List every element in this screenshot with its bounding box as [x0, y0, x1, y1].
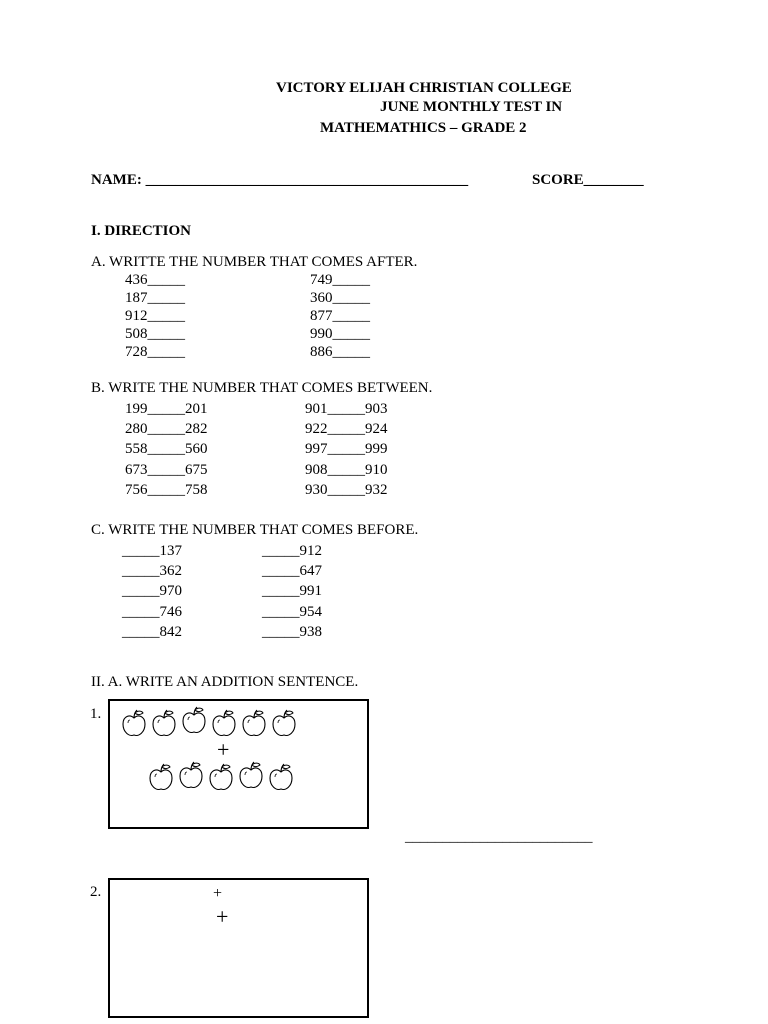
list-item[interactable]: 673_____675 — [125, 462, 208, 478]
list-item[interactable]: 877_____ — [310, 308, 370, 324]
instruction-a: A. WRITTE THE NUMBER THAT COMES AFTER. — [91, 254, 418, 270]
list-item[interactable]: 187_____ — [125, 290, 185, 306]
test-title: JUNE MONTHLY TEST IN — [380, 99, 563, 115]
list-item[interactable]: 280_____282 — [125, 421, 208, 437]
list-item[interactable]: 360_____ — [310, 290, 370, 306]
list-item[interactable]: 728_____ — [125, 344, 185, 360]
apple-icon — [206, 763, 236, 793]
list-item[interactable]: _____746 — [122, 604, 182, 620]
section-2-instruction: II. A. WRITE AN ADDITION SENTENCE. — [91, 674, 359, 690]
apple-icon — [209, 709, 239, 739]
apple-icon — [266, 763, 296, 793]
name-field[interactable]: NAME: ___________________________________________ — [91, 172, 469, 188]
item-2-picture-box — [108, 878, 369, 1018]
apple-icon — [119, 709, 149, 739]
list-item[interactable]: _____362 — [122, 563, 182, 579]
list-item[interactable]: _____912 — [262, 543, 322, 559]
list-item[interactable]: 436_____ — [125, 272, 185, 288]
list-item[interactable]: 756_____758 — [125, 482, 208, 498]
plus-sign-small: + — [213, 885, 223, 902]
item-1-picture-box — [108, 699, 369, 829]
plus-sign: + — [217, 737, 230, 762]
list-item[interactable]: 558_____560 — [125, 441, 208, 457]
list-item[interactable]: _____954 — [262, 604, 322, 620]
apple-icon — [146, 763, 176, 793]
answer-line[interactable]: _________________________ — [405, 829, 593, 845]
item-1-number: 1. — [90, 706, 102, 722]
apple-icon — [236, 761, 266, 791]
apple-icon — [179, 706, 209, 736]
apple-icon — [176, 761, 206, 791]
school-name: VICTORY ELIJAH CHRISTIAN COLLEGE — [276, 80, 572, 96]
list-item[interactable]: 930_____932 — [305, 482, 388, 498]
list-item[interactable]: 997_____999 — [305, 441, 388, 457]
list-item[interactable]: _____991 — [262, 583, 322, 599]
apple-icon — [269, 709, 299, 739]
instruction-c: C. WRITE THE NUMBER THAT COMES BEFORE. — [91, 522, 419, 538]
list-item[interactable]: 908_____910 — [305, 462, 388, 478]
list-item[interactable]: _____970 — [122, 583, 182, 599]
list-item[interactable]: 990_____ — [310, 326, 370, 342]
list-item[interactable]: _____137 — [122, 543, 182, 559]
list-item[interactable]: 912_____ — [125, 308, 185, 324]
list-item[interactable]: 749_____ — [310, 272, 370, 288]
section-1-title: I. DIRECTION — [91, 223, 192, 239]
apple-icon — [239, 709, 269, 739]
list-item[interactable]: _____647 — [262, 563, 322, 579]
list-item[interactable]: _____842 — [122, 624, 182, 640]
subject-title: MATHEMATHICS – GRADE 2 — [320, 120, 527, 136]
list-item[interactable]: 886_____ — [310, 344, 370, 360]
item-2-number: 2. — [90, 884, 102, 900]
list-item[interactable]: 922_____924 — [305, 421, 388, 437]
list-item[interactable]: _____938 — [262, 624, 322, 640]
score-field[interactable]: SCORE________ — [532, 172, 644, 188]
list-item[interactable]: 199_____201 — [125, 401, 208, 417]
apple-icon — [149, 709, 179, 739]
plus-sign: + — [216, 904, 229, 929]
list-item[interactable]: 508_____ — [125, 326, 185, 342]
instruction-b: B. WRITE THE NUMBER THAT COMES BETWEEN. — [91, 380, 433, 396]
list-item[interactable]: 901_____903 — [305, 401, 388, 417]
